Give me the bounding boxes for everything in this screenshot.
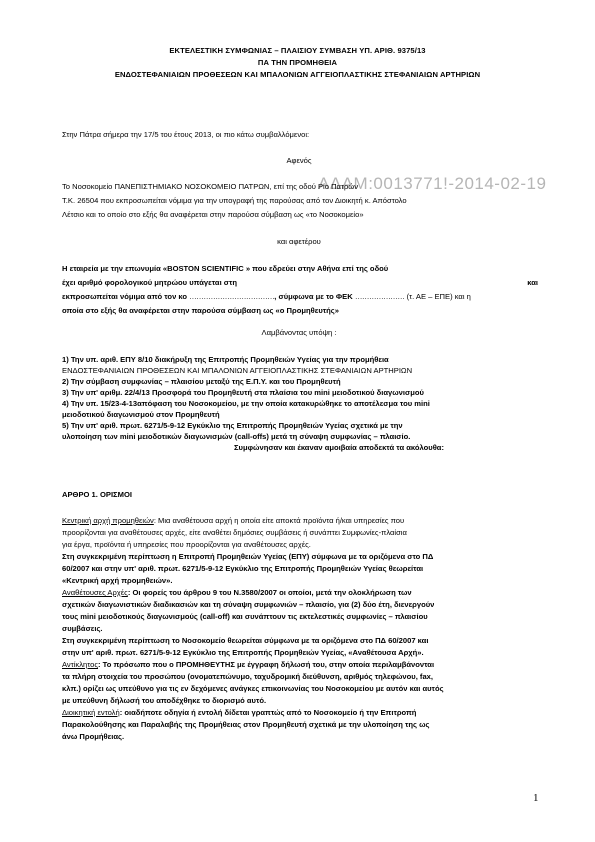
definition-line: «Κεντρική αρχή προμηθειών». (62, 576, 173, 585)
consideration-line: 4) Την υπ. 15/23-4-13απόφαση του Νοσοκομείου, με την οποία κατακυρώθηκε το αποτέλεσμα του mini (62, 399, 430, 408)
consideration-line: 5) Την υπ' αριθ. πρωτ. 6271/5-9-12 Εγκύκλιο της Επιτροπής Προμηθειών Υγείας σχετικά με την (62, 421, 403, 430)
definition-line: τα πλήρη στοιχεία του προσώπου (ονοματεπώνυμο, ταχυδρομική διεύθυνση, αριθμός τηλεφώνου, fax, (62, 672, 434, 681)
definition-line (62, 587, 540, 598)
definition-line: κλπ.) ορίζει ως υπεύθυνο για τις εν δεχόμενες ανάγκες επικοινωνίας του Νοσοκομείου με αυτόν και αυτός (62, 684, 444, 693)
contract-subtitle: ΠΑ ΤΗΝ ΠΡΟΜΗΘΕΙΑ (257, 58, 338, 67)
ada-stamp: ΑΔΑΜ:0013771!-2014-02-19 (318, 174, 547, 193)
party2-text: έχει αριθμό φορολογικού μητρώου υπάγεται στη (62, 278, 238, 287)
intro-line: Στην Πάτρα σήμερα την 17/5 του έτους 2013, οι πιο κάτω συμβαλλόμενοι: (62, 130, 310, 139)
considerations-heading: Λαμβάνοντας υπόψη : (261, 328, 337, 337)
definition-line (62, 707, 540, 718)
definition-line: σχετικών διαγωνιστικών διαδικασιών και τη σύναψη συμφωνιών – πλαισίο, για (2) δύο έτη, διενεργούν (62, 600, 435, 609)
definition-line: τους mini μειοδοτικούς διαγωνισμούς (call-off) και συνάπτουν τις εκτελεστικές συμφωνίες – πλαισίου (62, 612, 428, 621)
agreed-line: Συμφώνησαν και έκαναν αμοιβαία αποδεκτά τα ακόλουθα: (234, 443, 444, 452)
consideration-line: 1) Την υπ. αριθ. ΕΠΥ 8/10 διακήρυξη της Επιτροπής Προμηθειών Υγείας για την προμήθεια (62, 355, 389, 364)
definition-text: : Μια αναθέτουσα αρχή η οποία είτε αποκτά προϊόντα ή/και υπηρεσίες που (153, 516, 405, 525)
definition-line: Παρακολούθησης και Παραλαβής της Προμήθειας στον Προμηθευτή σχετικά με την υλοποίηση της ως (62, 720, 430, 729)
contract-subject: ΕΝΔΟΣΤΕΦΑΝΙΑΙΩΝ ΠΡΟΘΕΣΕΩΝ ΚΑΙ ΜΠΑΛΟΝΙΩΝ ΑΓΓΕΙΟΠΛΑΣΤΙΚΗΣ ΣΤΕΦΑΝΙΑΙΩΝ ΑΡΤΗΡΙΩΝ (114, 70, 481, 79)
definition-line: Στη συγκεκριμένη περίπτωση η Επιτροπή Προμηθειών Υγείας (ΕΠΥ) σύμφωνα με τα οριζόμενα στο ΠΔ (62, 552, 434, 561)
definition-line (62, 659, 540, 670)
party2-text: , σύμφωνα με το ΦΕΚ (274, 292, 353, 301)
afenos-heading: Αφενός (286, 156, 312, 165)
party2-line (62, 277, 540, 288)
definition-term: Αναθέτουσες Αρχές (62, 588, 128, 597)
consideration-line: μειοδοτικού διαγωνισμού στον Προμηθευτή (62, 410, 220, 419)
consideration-line: ΕΝΔΟΣΤΕΦΑΝΙΑΙΩΝ ΠΡΟΘΕΣΕΩΝ ΚΑΙ ΜΠΑΛΟΝΙΩΝ ΑΓΓΕΙΟΠΛΑΣΤΙΚΗΣ ΣΤΕΦΑΝΙΑΙΩΝ ΑΡΤΗΡΙΩΝ (62, 366, 413, 375)
definition-term: Διοικητική εντολή (62, 708, 120, 717)
definition-line: για έργα, προϊόντα ή υπηρεσίες που προορίζονται για αναθέτουσες αρχές. (62, 540, 311, 549)
contract-title: ΕΚΤΕΛΕΣΤΙΚΗ ΣΥΜΦΩΝΙΑΣ – ΠΛΑΙΣΙΟΥ ΣΥΜΒΑΣΗ ΥΠ. ΑΡΙΘ. 9375/13 (169, 46, 426, 55)
kaiafeterou-heading: και αφετέρου (277, 237, 321, 246)
definition-line (62, 515, 540, 526)
definition-text: : Το πρόσωπο που ο ΠΡΟΜΗΘΕΥΤΗΣ με έγγραφη δήλωσή του, στην οποία περιλαμβάνονται (98, 660, 435, 669)
definition-text: : Οι φορείς του άρθρου 9 του Ν.3580/2007 οι οποίοι, μετά την ολοκλήρωση των (127, 588, 412, 597)
consideration-line: υλοποίηση των mini μειοδοτικών διαγωνισμών (call-offs) μετά τη σύναψη συμφωνίας – πλαισίο. (62, 432, 411, 441)
party2-text: (τ. ΑΕ – ΕΠΕ) και η (404, 292, 471, 301)
definition-line: 60/2007 και στην υπ' αριθ. πρωτ. 6271/5-9-12 Εγκύκλιο της Επιτροπής Προμηθειών Υγείας θεωρείται (62, 564, 424, 573)
blank-dots: ……………………………… (189, 292, 275, 301)
party1-line: Τ.Κ. 26504 που εκπροσωπείται νόμιμα για την υπογραφή της παρούσας από τον Διοικητή κ. Απόστολο (62, 196, 407, 205)
definition-line: με υπεύθυνη δήλωσή του αποδέχθηκε το διορισμό αυτό. (62, 696, 267, 705)
definition-line: Στη συγκεκριμένη περίπτωση το Νοσοκομείο θεωρείται σύμφωνα με τα οριζόμενα στο ΠΔ 60/2007 και (62, 636, 429, 645)
party1-line: Το Νοσοκομείο ΠΑΝΕΠΙΣΤΗΜΙΑΚΟ ΝΟΣΟΚΟΜΕΙΟ ΠΑΤΡΩΝ, επί της οδού Ρίο Πατρών (62, 182, 358, 191)
blank-dots: ………………… (354, 292, 405, 301)
party1-line: Λέτσιο και το οποίο στο εξής θα αναφέρεται στην παρούσα σύμβαση ως «το Νοσοκομείο» (62, 210, 364, 219)
definition-text: : οιαδήποτε οδηγία ή εντολή δίδεται γραπτώς από το Νοσοκομείο ή την Επιτροπή (119, 708, 417, 717)
article-title: ΑΡΘΡΟ 1. ΟΡΙΣΜΟΙ (62, 490, 132, 499)
consideration-line: 3) Την υπ' αριθμ. 22/4/13 Προσφορά του Προμηθευτή στα πλαίσια του mini μειοδοτικού διαγωνισμού (62, 388, 424, 397)
party2-line: Η εταιρεία με την επωνυμία «BOSTON SCIENTIFIC » που εδρεύει στην Αθήνα επί της οδού (62, 264, 389, 273)
party2-text: και (527, 278, 538, 287)
definition-term: Αντίκλητος (62, 660, 99, 669)
definition-term: Κεντρική αρχή προμηθειών (62, 516, 154, 525)
consideration-line: 2) Την σύμβαση συμφωνίας – πλαισίου μεταξύ της Ε.Π.Υ. και του Προμηθευτή (62, 377, 341, 386)
party2-line: οποία στο εξής θα αναφέρεται στην παρούσα σύμβαση ως «ο Προμηθευτής» (62, 306, 339, 315)
definition-line: άνω Προμήθειας. (62, 732, 125, 741)
definition-line: προορίζονται για αναθέτουσες αρχές, είτε αναθέτει δημόσιες συμβάσεις ή συνάπτει Συμφωνίες-πλαίσια (62, 528, 407, 537)
definition-line: συμβάσεις. (62, 624, 103, 633)
definition-line: στην υπ' αριθ. πρωτ. 6271/5-9-12 Εγκύκλιο της Επιτροπής Προμηθειών Υγείας, «Αναθέτουσα Αρχή». (62, 648, 424, 657)
party2-line (62, 291, 540, 302)
page-number: 1 (533, 792, 539, 804)
party2-text: εκπροσωπείται νόμιμα από τον κο (62, 292, 188, 301)
